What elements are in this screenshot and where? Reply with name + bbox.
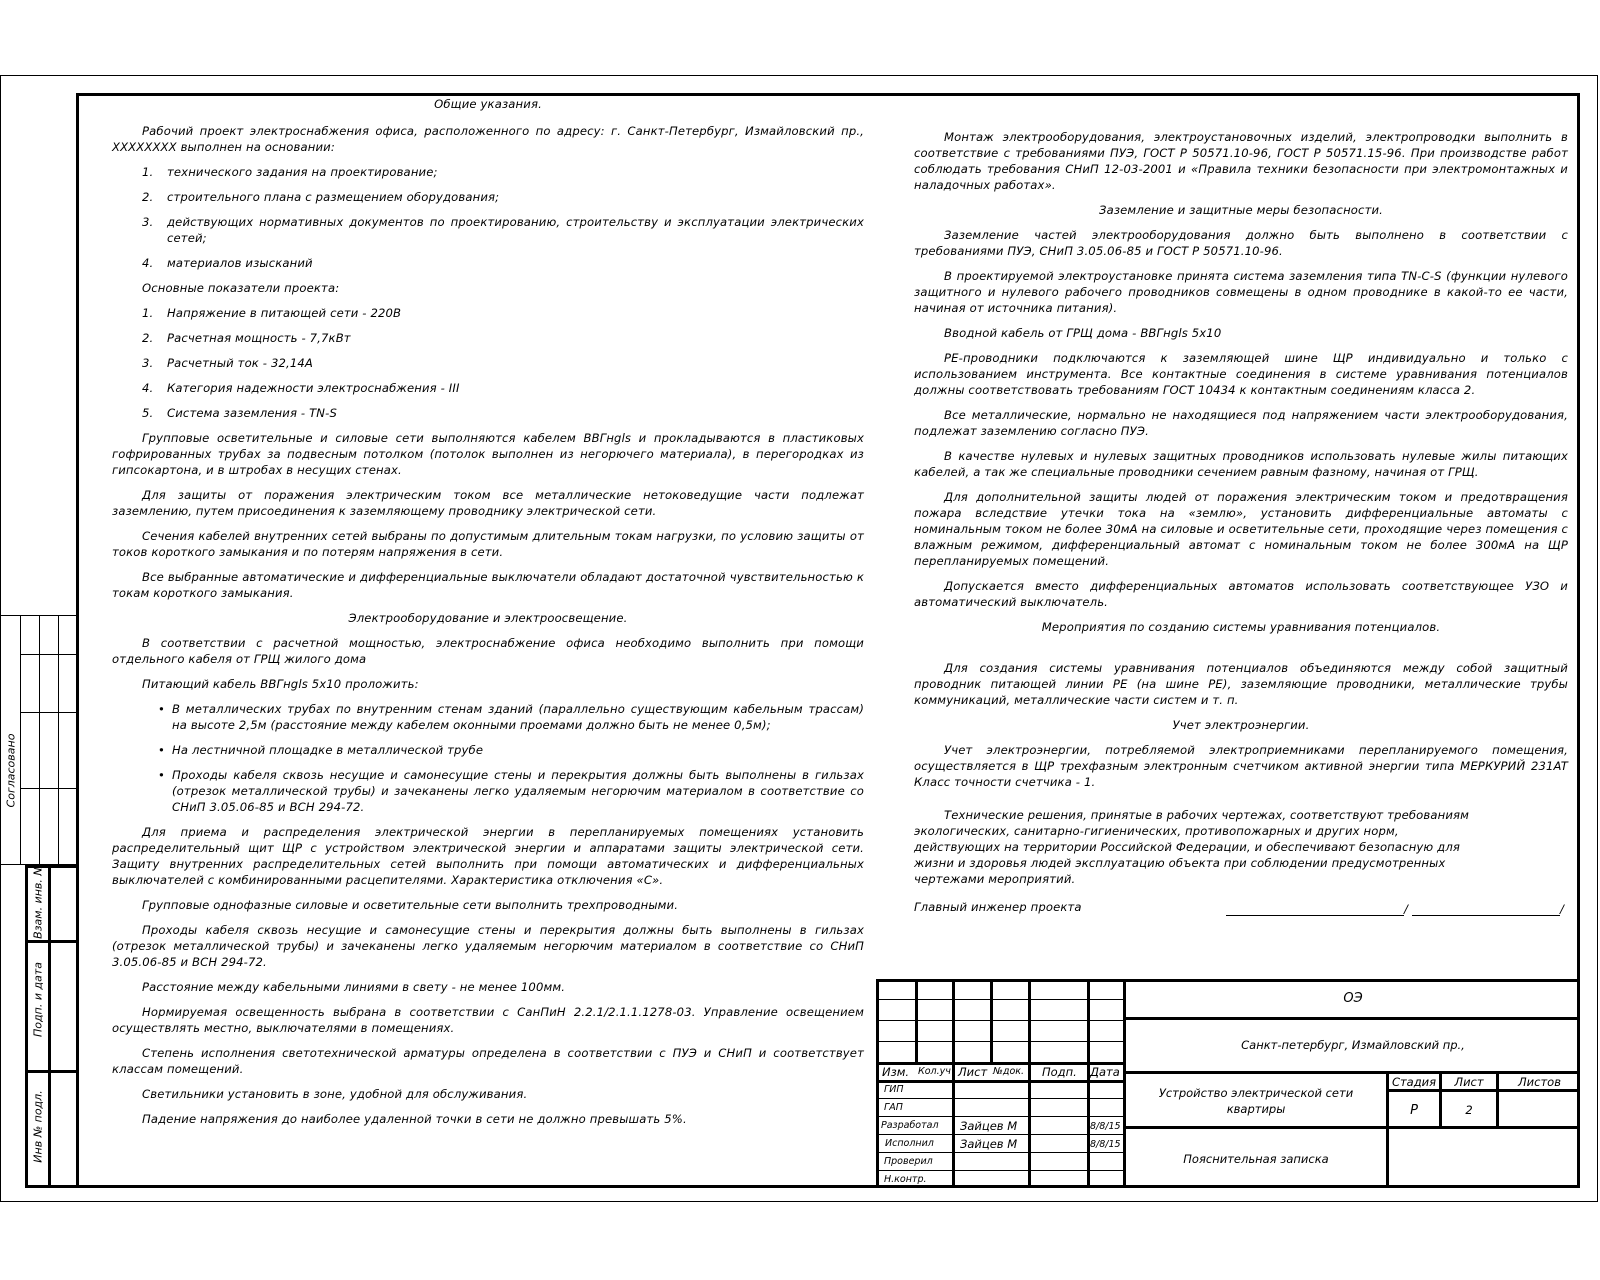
basis-item (142, 189, 864, 205)
section-title: Электрооборудование и электроосвещение. (348, 611, 628, 625)
sheets-label: Листов (1518, 1075, 1561, 1089)
paragraph: Степень исполнения светотехнической арматуры определена в соответствии с ПУЭ и СНиП и соответствует классам помещений. (112, 1046, 864, 1076)
paragraph: Для создания системы уравнивания потенциалов объединяются между собой защитный проводник питающей линии PE (на шине PE), заземляющие проводники, металлические трубы коммуникаций, металлические части систем и т. п. (914, 661, 1568, 707)
item-number: 3. (142, 215, 154, 229)
item-text: Проходы кабеля сквозь несущие и самонесущие стены и перекрытия должны быть выполнены в гильзах (отрезок металлической трубы) и зачеканены легко удаляемым негорючим материалом в соответствие со СНиП 3.05.06-85 и ВСН 294-72. (172, 768, 864, 814)
item-text: Напряжение в питающей сети - 220В (167, 306, 402, 320)
section-title: Мероприятия по созданию системы уравнивания потенциалов. (1041, 620, 1441, 634)
paragraph: Падение напряжения до наиболее удаленной точки в сети не должно превышать 5%. (142, 1112, 687, 1126)
document-code: ОЭ (1343, 991, 1363, 1006)
indicator-item (142, 305, 864, 321)
approval-stamp (0, 615, 76, 865)
indicators-title: Основные показатели проекта: (142, 281, 340, 295)
header-doc-number: №док. (993, 1066, 1025, 1077)
replacement-inv-label: Взам. инв. № (31, 864, 45, 939)
conclusion-paragraph: Технические решения, принятые в рабочих чертежах, соответствуют требованиям экологических, санитарно-гигиенических, противопожарных и других норм, действующих на территории Российской Федерации, и обеспечивают безопасную для жизни и здоровья людей эксплуатацию объекта при соблюдении предусмотренных чертежами мероприятий. (914, 808, 1470, 886)
header-date: Дата (1090, 1065, 1120, 1079)
title-block (876, 979, 1580, 1188)
object-name-line2: квартиры (1226, 1102, 1286, 1116)
paragraph: Для защиты от поражения электрическим током все металлические нетоковедущие части подлежат заземлению, путем присоединения к заземляющему проводнику электрической сети. (112, 488, 864, 518)
header-count: Кол.уч (918, 1066, 951, 1077)
paragraph: В соответствии с расчетной мощностью, электроснабжение офиса необходимо выполнить при помощи отдельного кабеля от ГРЩ жилого дома (112, 636, 864, 666)
paragraph: Монтаж электрооборудования, электроустановочных изделий, электропроводки выполнить в соответствие с требованиями ПУЭ, ГОСТ Р 50571.10-96, ГОСТ Р 50571.15-96. При производстве работ соблюдать требования СНиП 12-03-2001 и «Правила техники безопасности при электромонтажных и наладочных работах». (914, 130, 1568, 192)
item-text: Расчетный ток - 32,14А (167, 356, 313, 370)
paragraph: Расстояние между кабельными линиями в свету - не менее 100мм. (142, 980, 566, 994)
indicator-item (142, 380, 864, 396)
paragraph: В качестве нулевых и нулевых защитных проводников использовать нулевые жилы питающих кабелей, а так же специальные проводники сечением равным фазному, начиная от ГРЩ. (914, 449, 1568, 479)
item-number: 2. (142, 331, 154, 345)
name-line (1412, 915, 1560, 916)
developer-name: Зайцев М (960, 1119, 1018, 1133)
header-sheet: Лист (958, 1065, 988, 1079)
paragraph: PE-проводники подключаются к заземляющей шине ЩР индивидуально и только с использованием инструмента. Все контактные соединения в системе уравнивания потенциалов должны соответствовать требованиям ГОСТ 10434 к контактным соединениям класса 2. (914, 351, 1568, 397)
item-number: 4. (142, 381, 154, 395)
developer-date: 8/8/15 (1090, 1121, 1121, 1132)
approved-label: Согласовано (4, 733, 18, 808)
item-text: действующих нормативных документов по проектированию, строительству и эксплуатации электрических сетей; (167, 215, 864, 245)
section-title: Учет электроэнергии. (1172, 718, 1310, 732)
paragraph: Допускается вместо дифференциальных автоматов использовать соответствующее УЗО и автоматический выключатель. (914, 579, 1568, 609)
paragraph: Сечения кабелей внутренних сетей выбраны по допустимым длительным токам нагрузки, по условию защиты от токов короткого замыкания и по потерям напряжения в сети. (112, 529, 864, 559)
row-label-gip: ГИП (884, 1084, 904, 1095)
document-name: Пояснительная записка (1183, 1152, 1329, 1166)
signature-line (1226, 915, 1404, 916)
separator-slash: / (1404, 902, 1409, 916)
bullet-icon: • (158, 702, 165, 716)
separator-slash: / (1560, 902, 1565, 916)
item-text: технического задания на проектирование; (167, 165, 438, 179)
original-inv-label: Инв № подл. (31, 1090, 45, 1163)
paragraph: Питающий кабель ВВГнgls 5х10 проложить: (142, 677, 419, 691)
item-number: 1. (142, 165, 154, 179)
item-text: материалов изысканий (167, 256, 313, 270)
item-text: строительного плана с размещением оборудования; (167, 190, 500, 204)
object-address: Санкт-петербург, Измайловский пр., (1241, 1038, 1465, 1052)
indicator-item (142, 330, 864, 346)
signature-row (914, 899, 1568, 919)
item-number: 4. (142, 256, 154, 270)
item-text: В металлических трубах по внутренним стенам зданий (параллельно существующим кабельным трассам) на высоте 2,5м (расстояние между кабелем оконными проемами должно быть не менее 0,5м); (172, 702, 864, 732)
stage-label: Стадия (1391, 1075, 1437, 1089)
header-change: Изм. (882, 1065, 910, 1079)
paragraph: Все выбранные автоматические и дифференциальные выключатели обладают достаточной чувствительностью к токам короткого замыкания. (112, 570, 864, 600)
paragraph: Групповые осветительные и силовые сети выполняются кабелем ВВГнgls и прокладываются в пластиковых гофрированных трубах за подвесным потолком (потолок выполнен из негорючего материала), в перегородках из гипсокартона, и в штробах в несущих стенах. (112, 431, 864, 477)
item-number: 1. (142, 306, 154, 320)
object-name-line1: Устройство электрической сети (1158, 1086, 1354, 1100)
general-notes-title: Общие указания. (434, 97, 542, 111)
stage-value: Р (1410, 1103, 1418, 1118)
paragraph: Для приема и распределения электрической энергии в перепланируемых помещениях установить распределительный щит ЩР с устройством электрической энергии и аппаратами защиты электрической сети. Защиту внутренних распределительных сетей выполнить при помощи автоматических и дифференциальных выключателей с комбинированными расцепителями. Характеристика отключения «С». (112, 825, 864, 887)
inventory-stamp (25, 865, 76, 1188)
item-text: Расчетная мощность - 7,7кВт (167, 331, 351, 345)
item-text: На лестничной площадке в металлической трубе (172, 743, 484, 757)
item-text: Категория надежности электроснабжения - III (167, 381, 460, 395)
paragraph: Вводной кабель от ГРЩ дома - ВВГнgls 5х10 (944, 326, 1222, 340)
basis-item (142, 255, 864, 271)
paragraph: Все металлические, нормально не находящиеся под напряжением части электрооборудования, подлежат заземлению согласно ПУЭ. (914, 408, 1568, 438)
intro-paragraph: Рабочий проект электроснабжения офиса, расположенного по адресу: г. Санкт-Петербург, Измайловский пр., XXXXXXXX выполнен на основании: (112, 124, 864, 154)
bullet-icon: • (158, 768, 165, 782)
row-label-executor: Исполнил (885, 1138, 934, 1149)
left-column (112, 96, 864, 1136)
paragraph: В проектируемой электроустановке принята система заземления типа TN-C-S (функции нулевого защитного и нулевого рабочего проводников совмещены в одном проводнике в какой-то ее части, начиная от источника питания). (914, 269, 1568, 315)
paragraph: Заземление частей электрооборудования должно быть выполнено в соответствии с требованиями ПУЭ, СНиП 3.05.06-85 и ГОСТ Р 50571.10-96. (914, 228, 1568, 258)
paragraph: Групповые однофазные силовые и осветительные сети выполнить трехпроводными. (142, 898, 679, 912)
basis-item (142, 214, 864, 246)
row-label-norm-control: Н.контр. (884, 1174, 927, 1185)
sign-date-label: Подп. и дата (31, 962, 45, 1037)
chief-engineer-label: Главный инженер проекта (914, 900, 1082, 914)
header-signature: Подп. (1042, 1065, 1077, 1079)
executor-date: 8/8/15 (1090, 1139, 1121, 1150)
bullet-item (158, 742, 864, 758)
paragraph: Нормируемая освещенность выбрана в соответствии с СанПиН 2.2.1/2.1.1.1278-03. Управление освещением осуществлять местно, выключателями в помещениях. (112, 1005, 864, 1035)
executor-name: Зайцев М (960, 1137, 1018, 1151)
paragraph: Светильники установить в зоне, удобной для обслуживания. (142, 1087, 528, 1101)
basis-item (142, 164, 864, 180)
item-number: 2. (142, 190, 154, 204)
row-label-developer: Разработал (881, 1120, 939, 1131)
paragraph: Для дополнительной защиты людей от поражения электрическим током и предотвращения пожара вследствие утечки тока на «землю», установить дифференциальные автоматы с номинальным током не более 30мА на силовые и осветительные сети, проходящие через помещения с влажным режимом, дифференциальный автомат с номинальным током не более 300мА на ЩР перепланируемых помещений. (914, 490, 1568, 568)
row-label-gap: ГАП (884, 1102, 903, 1113)
indicator-item (142, 405, 864, 421)
bullet-icon: • (158, 743, 165, 757)
item-text: Система заземления - TN-S (167, 406, 337, 420)
section-title: Заземление и защитные меры безопасности. (1098, 203, 1383, 217)
sheet-value: 2 (1465, 1103, 1473, 1117)
bullet-item (158, 767, 864, 815)
paragraph: Проходы кабеля сквозь несущие и самонесущие стены и перекрытия должны быть выполнены в гильзах (отрезок металлической трубы) и зачеканены легко удаляемым негорючим материалом в соответствие со СНиП 3.05.06-85 и ВСН 294-72. (112, 923, 864, 969)
paragraph: Учет электроэнергии, потребляемой электроприемниками перепланируемого помещения, осуществляется в ЩР трехфазным электронным счетчиком активной энергии типа МЕРКУРИЙ 231AT Класс точности счетчика - 1. (914, 743, 1568, 789)
sheet-label: Лист (1454, 1075, 1484, 1089)
item-number: 5. (142, 406, 154, 420)
bullet-item (158, 701, 864, 733)
item-number: 3. (142, 356, 154, 370)
right-column (914, 129, 1568, 919)
row-label-checker: Проверил (884, 1156, 933, 1167)
indicator-item (142, 355, 864, 371)
